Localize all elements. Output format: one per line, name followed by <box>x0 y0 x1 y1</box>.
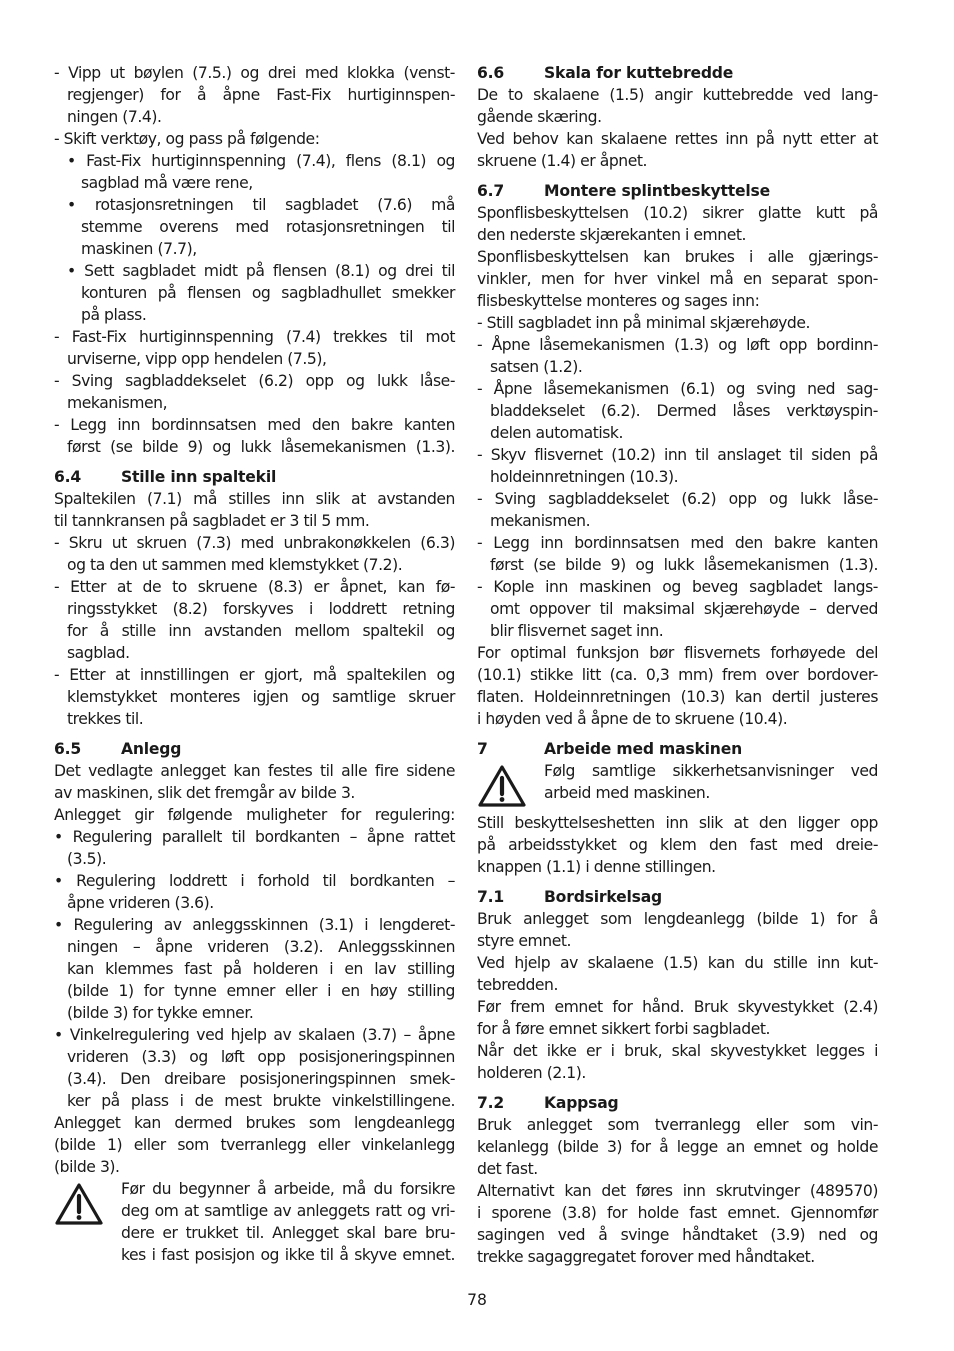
text-line: satsen (1.2). <box>490 358 583 376</box>
text-line: Anlegget gir følgende muligheter for regulering: <box>54 806 455 824</box>
text-line: omt oppover til maksimal skjærehøyde – derved <box>490 600 878 618</box>
warning-note <box>54 1178 455 1266</box>
text-line: på plass. <box>81 306 147 324</box>
text-line: (bilde 3) for tykke emner. <box>67 1004 254 1022</box>
text-line: den nederste skjærekanten i emnet. <box>477 226 747 244</box>
text-line: styre emnet. <box>477 932 572 950</box>
section-title: Skala for kuttebredde <box>544 64 734 82</box>
text-line: bladdekselet (6.2). Dermed låses verktøyspin- <box>490 402 878 420</box>
text-line: • Fast-Fix hurtiginnspenning (7.4), flens (8.1) og <box>67 152 455 170</box>
text-line: delen automatisk. <box>490 424 624 442</box>
section-title: Kappsag <box>544 1094 619 1112</box>
text-line: (3.4). Den dreibare posisjoneringspinnen smek- <box>67 1070 455 1088</box>
text-line: - Still sagbladet inn på minimal skjærehøyde. <box>477 314 811 332</box>
text-line: trekkes til. <box>67 710 144 728</box>
text-line: stemme overens med rotasjonsretningen til <box>81 218 455 236</box>
text-line: Før du begynner å arbeide, må du forsikre <box>121 1180 455 1198</box>
text-line: kelanlegg (bilde 3) for å legge an emnet og holde <box>477 1138 878 1156</box>
section-body <box>54 760 455 1266</box>
text-line: det fast. <box>477 1160 538 1178</box>
text-line: • Regulering parallelt til bordkanten – åpne rattet <box>54 828 455 846</box>
section-number: 6.6 <box>477 64 505 82</box>
text-line: skruene (1.4) er åpnet. <box>477 152 648 170</box>
text-line: mekanismen, <box>67 394 168 412</box>
text-line: - Fast-Fix hurtiginnspenning (7.4) trekkes til mot <box>54 328 455 346</box>
text-line: av maskinen, slik det fremgår av bilde 3. <box>54 784 355 802</box>
text-line: holderen (2.1). <box>477 1064 586 1082</box>
text-line: kan klemmes fast på holderen i en lav stilling <box>67 960 455 978</box>
text-line: (10.1) stikke litt (ca. 0,3 mm) frem over bordover- <box>477 666 878 684</box>
text-line: • rotasjonsretningen til sagbladet (7.6) må <box>67 196 455 214</box>
text-line: • Regulering loddrett i forhold til bordkanten – <box>54 872 455 890</box>
text-line: Bruk anlegget som tverranlegg eller som vin- <box>477 1116 878 1134</box>
intro-steps <box>54 62 455 458</box>
text-line: ker på plass i de mest brukte vinkelstillingene. <box>67 1092 455 1110</box>
text-line: holdeinnretningen (10.3). <box>490 468 679 486</box>
text-line: ringsstykket (8.2) forskyves i loddrett retning <box>67 600 455 618</box>
text-line: for å stille inn avstanden mellom spaltekil og <box>67 622 455 640</box>
text-line: tebredden. <box>477 976 558 994</box>
text-line: Bruk anlegget som lengdeanlegg (bilde 1) for å <box>477 910 878 928</box>
section-body <box>477 1114 878 1268</box>
section-heading <box>477 62 878 84</box>
right-column <box>477 62 878 1268</box>
text-line: trekke sagaggregatet forover med håndtaket. <box>477 1248 815 1266</box>
text-line: først (se bilde 9) og lukk låsemekanismen (1.3). <box>67 438 455 456</box>
text-line: deg om at samtlige av anleggets ratt og vri- <box>121 1202 455 1220</box>
text-line: - Kople inn maskinen og beveg sagbladet langs- <box>477 578 878 596</box>
text-line: Før frem emnet for hånd. Bruk skyvestykket (2.4) <box>477 998 878 1016</box>
section-number: 7 <box>477 740 488 758</box>
text-line: Still beskyttelseshetten inn slik at den ligger opp <box>477 814 878 832</box>
text-line: - Åpne låsemekanismen (1.3) og løft opp bordinn- <box>477 336 878 354</box>
section-heading <box>477 1092 878 1114</box>
text-line: mekanismen. <box>490 512 591 530</box>
text-line: • Regulering av anleggsskinnen (3.1) i lengderet- <box>54 916 455 934</box>
text-line: vrideren (3.3) og løft opp posisjoneringspinnen <box>67 1048 455 1066</box>
section-body <box>477 812 878 878</box>
warning-triangle-icon <box>477 764 527 808</box>
section-heading <box>54 738 455 760</box>
text-line: - Legg inn bordinnsatsen med den bakre kanten <box>477 534 878 552</box>
text-line: Anlegget kan dermed brukes som lengdeanlegg <box>54 1114 455 1132</box>
section-title: Anlegg <box>121 740 182 758</box>
text-line: åpne vrideren (3.6). <box>67 894 214 912</box>
section-body <box>477 908 878 1084</box>
text-line: sagblad må være rene, <box>81 174 253 192</box>
text-line: Sponflisbeskyttelsen kan brukes i alle gjærings- <box>477 248 878 266</box>
text-line: De to skalaene (1.5) angir kuttebredde ved lang- <box>477 86 878 104</box>
text-line: Sponflisbeskyttelsen (10.2) sikrer glatte kutt på <box>477 204 878 222</box>
text-line: (3.5). <box>67 850 107 868</box>
text-line: ningen – åpne vrideren (3.2). Anleggsskinnen <box>67 938 455 956</box>
text-line: For optimal funksjon bør flisvernets forhøyede del <box>477 644 878 662</box>
text-line: i høyden ved å åpne de to skruene (10.4). <box>477 710 788 728</box>
section-body <box>54 488 455 730</box>
text-line: regjenger) for å åpne Fast-Fix hurtiginnspen- <box>67 86 455 104</box>
section-heading <box>477 180 878 202</box>
text-line: (bilde 3). <box>54 1158 120 1176</box>
text-line: maskinen (7.7), <box>81 240 197 258</box>
text-line: i sporene (3.8) for holde fast emnet. Gjennomfør <box>477 1204 878 1222</box>
text-line: - Åpne låsemekanismen (6.1) og sving ned sag- <box>477 380 878 398</box>
section-body <box>477 202 878 730</box>
section-heading <box>477 738 878 760</box>
left-column <box>54 62 455 1266</box>
section-title: Montere splintbeskyttelse <box>544 182 770 200</box>
text-line: (bilde 1) eller som tverranlegg eller vinkelanlegg <box>54 1136 455 1154</box>
text-line: - Legg inn bordinnsatsen med den bakre kanten <box>54 416 455 434</box>
warning-text <box>121 1178 455 1266</box>
section-heading <box>477 886 878 908</box>
text-line: - Skru ut skruen (7.3) med unbrakonøkkelen (6.3) <box>54 534 455 552</box>
text-line: vinkler, men for hver vinkel må en separat spon- <box>477 270 878 288</box>
text-line: urviserne, vipp opp hendelen (7.5), <box>67 350 327 368</box>
section-heading <box>54 466 455 488</box>
text-line: - Skift verktøy, og pass på følgende: <box>54 130 320 148</box>
text-line: Følg samtlige sikkerhetsanvisninger ved <box>544 762 878 780</box>
text-line: - Etter at innstillingen er gjort, må spaltekilen og <box>54 666 455 684</box>
section-title: Bordsirkelsag <box>544 888 663 906</box>
text-line: • Sett sagbladet midt på flensen (8.1) og drei til <box>67 262 455 280</box>
section-title: Arbeide med maskinen <box>544 740 742 758</box>
text-line: konturen på flensen og sagbladhullet smekker <box>81 284 455 302</box>
text-line: ningen (7.4). <box>67 108 162 126</box>
text-line: Når det ikke er i bruk, skal skyvestykket legges i <box>477 1042 878 1060</box>
text-line: - Skyv flisvernet (10.2) inn til anslaget til siden på <box>477 446 878 464</box>
section-number: 6.4 <box>54 468 82 486</box>
text-line: arbeid med maskinen. <box>544 784 710 802</box>
page-number: 78 <box>467 1291 487 1309</box>
section-number: 7.2 <box>477 1094 505 1112</box>
text-line: for å føre emnet sikkert forbi sagbladet. <box>477 1020 771 1038</box>
text-line: Ved hjelp av skalaene (1.5) kan du stille inn kut- <box>477 954 878 972</box>
warning-triangle-icon <box>54 1182 104 1226</box>
text-line: Spaltekilen (7.1) må stilles inn slik at avstanden <box>54 490 455 508</box>
text-line: til tannkransen på sagbladet er 3 til 5 mm. <box>54 512 370 530</box>
text-line: - Sving sagbladdekselet (6.2) opp og lukk låse- <box>477 490 878 508</box>
warning-note <box>477 760 878 804</box>
text-line: knappen (1.1) i denne stillingen. <box>477 858 716 876</box>
section-title: Stille inn spaltekil <box>121 468 277 486</box>
text-line: gående skæring. <box>477 108 602 126</box>
text-line: klemstykket monteres igjen og samtlige skruer <box>67 688 455 706</box>
text-line: (bilde 1) for tynne emner eller i en høy stilling <box>67 982 455 1000</box>
text-line: • Vinkelregulering ved hjelp av skalaen (3.7) – åpne <box>54 1026 455 1044</box>
text-line: blir flisvernet saget inn. <box>490 622 664 640</box>
text-line: sagingen ved å svinge håndtaket (3.9) ned og <box>477 1226 878 1244</box>
text-line: Ved behov kan skalaene rettes inn på nytt etter at <box>477 130 878 148</box>
text-line: på arbeidsstykket og klem den fast med dreie- <box>477 836 878 854</box>
section-body <box>477 84 878 172</box>
text-line: - Vipp ut bøylen (7.5.) og drei med klokka (venst- <box>54 64 455 82</box>
warning-text <box>544 760 878 804</box>
text-line: - Etter at de to skruene (8.3) er åpnet, kan fø- <box>54 578 455 596</box>
text-line: Alternativt kan det føres inn skrutvinger (489570) <box>477 1182 878 1200</box>
text-line: - Sving sagbladdekselet (6.2) opp og lukk låse- <box>54 372 455 390</box>
text-line: kes i fast posisjon og ikke til å skyve emnet. <box>121 1246 455 1264</box>
text-line: dere er trukket til. Anlegget skal bare bru- <box>121 1224 455 1242</box>
text-line: Det vedlagte anlegget kan festes til alle fire sidene <box>54 762 455 780</box>
text-line: sagblad. <box>67 644 130 662</box>
section-number: 6.5 <box>54 740 82 758</box>
text-line: og ta den ut sammen med klemstykket (7.2). <box>67 556 403 574</box>
text-line: først (se bilde 9) og lukk låsemekanismen (1.3). <box>490 556 878 574</box>
text-line: flisbeskyttelse monteres og sages inn: <box>477 292 760 310</box>
text-line: flaten. Holdeinnretningen (10.3) kan dertil justeres <box>477 688 878 706</box>
section-number: 7.1 <box>477 888 505 906</box>
section-number: 6.7 <box>477 182 505 200</box>
